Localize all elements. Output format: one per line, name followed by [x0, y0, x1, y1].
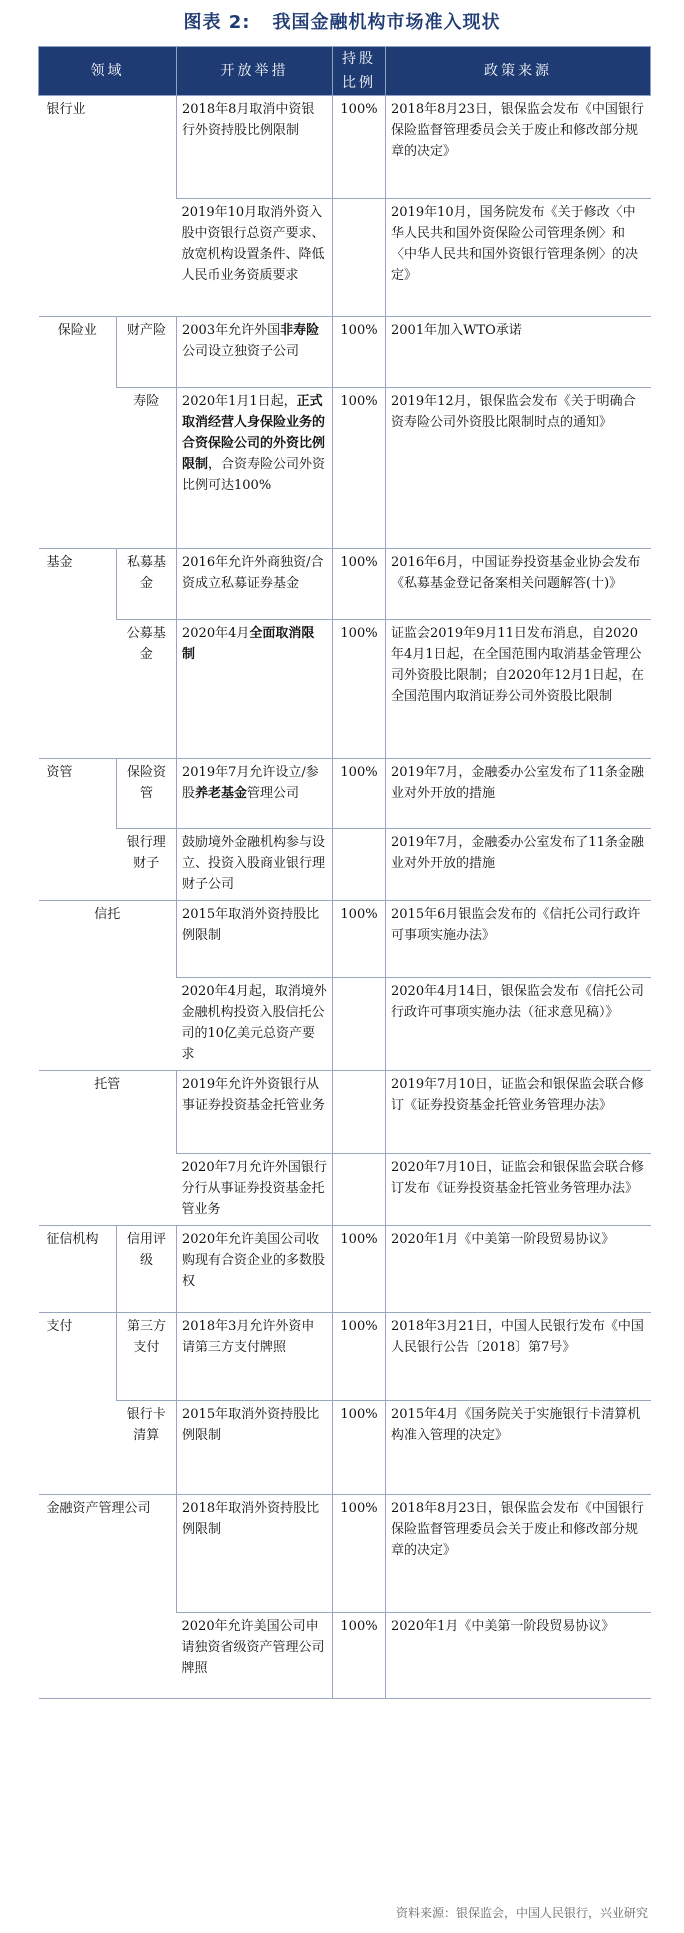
measure-cell: 2020年4月起，取消境外金融机构投资入股信托公司的10亿美元总资产要求 [177, 978, 333, 1071]
table-row [39, 1071, 651, 1154]
measure-text: 管理公司 [247, 786, 300, 801]
source-text: 银保监会，中国人民银行，兴业研究 [455, 1906, 648, 1920]
subdomain-private-fund: 私募基金 [117, 549, 177, 620]
header-policy: 政策来源 [386, 47, 651, 96]
policy-cell: 2020年7月10日，证监会和银保监会联合修订发布《证券投资基金托管业务管理办法》 [386, 1154, 651, 1226]
policy-cell: 2001年加入WTO承诺 [386, 317, 651, 388]
measure-cell: 2015年取消外资持股比例限制 [177, 1401, 333, 1495]
header-domain: 领域 [39, 47, 177, 96]
ratio-cell [333, 199, 386, 317]
policy-cell: 2018年8月23日，银保监会发布《中国银行保险监督管理委员会关于废止和修改部分规章的决定》 [386, 96, 651, 199]
measure-cell: 鼓励境外金融机构参与设立、投资入股商业银行理财子公司 [177, 829, 333, 901]
measure-emphasis: 全面取消限制 [182, 626, 315, 662]
subdomain-bank-wealth: 银行理财子 [117, 829, 177, 901]
ratio-cell: 100% [333, 1313, 386, 1401]
policy-cell: 2019年12月，银保监会发布《关于明确合资寿险公司外资股比限制时点的通知》 [386, 388, 651, 549]
policy-cell: 2015年6月银监会发布的《信托公司行政许可事项实施办法》 [386, 901, 651, 978]
measure-text: 2019年7月允许设立/参股 [182, 765, 319, 801]
policy-cell: 2020年1月《中美第一阶段贸易协议》 [386, 1226, 651, 1313]
subdomain-third-party-payment: 第三方支付 [117, 1313, 177, 1401]
domain-fund: 基金 [39, 549, 117, 759]
table-row [39, 620, 651, 759]
measure-cell: 2016年允许外商独资/合资成立私募证券基金 [177, 549, 333, 620]
measure-text: 公司设立独资子公司 [182, 344, 300, 359]
header-ratio: 持股比例 [333, 47, 386, 96]
domain-trust: 信托 [39, 901, 177, 1071]
header-measures: 开放举措 [177, 47, 333, 96]
ratio-cell: 100% [333, 96, 386, 199]
measure-emphasis: 非寿险 [280, 323, 320, 338]
source-note [396, 1904, 648, 1921]
measure-cell [177, 759, 333, 829]
measure-cell: 2019年允许外资银行从事证券投资基金托管业务 [177, 1071, 333, 1154]
domain-bank: 银行业 [39, 96, 177, 317]
subdomain-public-fund: 公募基金 [117, 620, 177, 759]
measure-cell: 2018年8月取消中资银行外资持股比例限制 [177, 96, 333, 199]
policy-cell: 2020年1月《中美第一阶段贸易协议》 [386, 1613, 651, 1699]
policy-cell: 2020年4月14日，银保监会发布《信托公司行政许可事项实施办法（征求意见稿）》 [386, 978, 651, 1071]
table-row [39, 388, 651, 549]
source-label: 资料来源： [395, 1906, 456, 1920]
market-access-table [38, 46, 651, 1699]
policy-cell: 2019年7月10日，证监会和银保监会联合修订《证券投资基金托管业务管理办法》 [386, 1071, 651, 1154]
domain-famc: 金融资产管理公司 [39, 1495, 177, 1699]
measure-cell [177, 317, 333, 388]
policy-cell: 证监会2019年9月11日发布消息，自2020年4月1日起，在全国范围内取消基金管理公司外资股比限制；自2020年12月1日起，在全国范围内取消证券公司外资股比限制 [386, 620, 651, 759]
policy-cell: 2018年8月23日，银保监会发布《中国银行保险监督管理委员会关于废止和修改部分规章的决定》 [386, 1495, 651, 1613]
figure-title [0, 0, 684, 46]
policy-cell: 2016年6月，中国证券投资基金业协会发布《私募基金登记备案相关问题解答(十)》 [386, 549, 651, 620]
header-row [39, 47, 651, 96]
domain-payment: 支付 [39, 1313, 117, 1495]
domain-credit-agency: 征信机构 [39, 1226, 117, 1313]
domain-asset-management: 资管 [39, 759, 117, 901]
table-row [39, 1226, 651, 1313]
domain-insurance: 保险业 [39, 317, 117, 549]
policy-cell: 2019年7月，金融委办公室发布了11条金融业对外开放的措施 [386, 759, 651, 829]
subdomain-life: 寿险 [117, 388, 177, 549]
measure-cell: 2019年10月取消外资入股中资银行总资产要求、放宽机构设置条件、降低人民币业务资质要求 [177, 199, 333, 317]
measure-text: 2020年4月 [182, 626, 250, 641]
subdomain-insurance-am: 保险资管 [117, 759, 177, 829]
ratio-cell: 100% [333, 620, 386, 759]
measure-cell: 2015年取消外资持股比例限制 [177, 901, 333, 978]
table-row [39, 829, 651, 901]
ratio-cell [333, 978, 386, 1071]
figure-number: 图表 2: [183, 12, 251, 33]
measure-cell: 2018年取消外资持股比例限制 [177, 1495, 333, 1613]
ratio-cell: 100% [333, 759, 386, 829]
measure-emphasis: 养老基金 [195, 786, 248, 801]
ratio-cell: 100% [333, 1226, 386, 1313]
ratio-cell: 100% [333, 1401, 386, 1495]
ratio-cell: 100% [333, 1495, 386, 1613]
table-row [39, 901, 651, 978]
measure-text: 2020年1月1日起， [182, 394, 297, 409]
measure-cell: 2018年3月允许外资申请第三方支付牌照 [177, 1313, 333, 1401]
domain-custody: 托管 [39, 1071, 177, 1226]
subdomain-credit-rating: 信用评级 [117, 1226, 177, 1313]
measure-text: 2003年允许外国 [182, 323, 281, 338]
policy-cell: 2019年7月，金融委办公室发布了11条金融业对外开放的措施 [386, 829, 651, 901]
ratio-cell [333, 829, 386, 901]
table-row [39, 549, 651, 620]
measure-cell: 2020年允许美国公司申请独资省级资产管理公司牌照 [177, 1613, 333, 1699]
table-row [39, 96, 651, 199]
ratio-cell: 100% [333, 901, 386, 978]
table-row [39, 1313, 651, 1401]
measure-cell [177, 620, 333, 759]
measure-cell [177, 388, 333, 549]
measure-cell: 2020年7月允许外国银行分行从事证券投资基金托管业务 [177, 1154, 333, 1226]
subdomain-card-clearing: 银行卡清算 [117, 1401, 177, 1495]
measure-emphasis: 正式取消经营人身保险业务的合资保险公司的外资比例限制 [182, 394, 326, 472]
ratio-cell [333, 1071, 386, 1154]
measure-cell: 2020年允许美国公司收购现有合资企业的多数股权 [177, 1226, 333, 1313]
policy-cell: 2018年3月21日，中国人民银行发布《中国人民银行公告〔2018〕第7号》 [386, 1313, 651, 1401]
ratio-cell: 100% [333, 317, 386, 388]
ratio-cell: 100% [333, 388, 386, 549]
measure-text: ，合资寿险公司外资比例可达100% [182, 457, 326, 493]
policy-cell: 2015年4月《国务院关于实施银行卡清算机构准入管理的决定》 [386, 1401, 651, 1495]
table-row [39, 759, 651, 829]
ratio-cell [333, 1154, 386, 1226]
table-row [39, 317, 651, 388]
ratio-cell: 100% [333, 549, 386, 620]
table-row [39, 1401, 651, 1495]
subdomain-property: 财产险 [117, 317, 177, 388]
table-row [39, 1495, 651, 1613]
figure-title-text: 我国金融机构市场准入现状 [272, 12, 501, 33]
ratio-cell: 100% [333, 1613, 386, 1699]
policy-cell: 2019年10月，国务院发布《关于修改〈中华人民共和国外资保险公司管理条例〉和〈中华人民共和国外资银行管理条例〉的决定》 [386, 199, 651, 317]
